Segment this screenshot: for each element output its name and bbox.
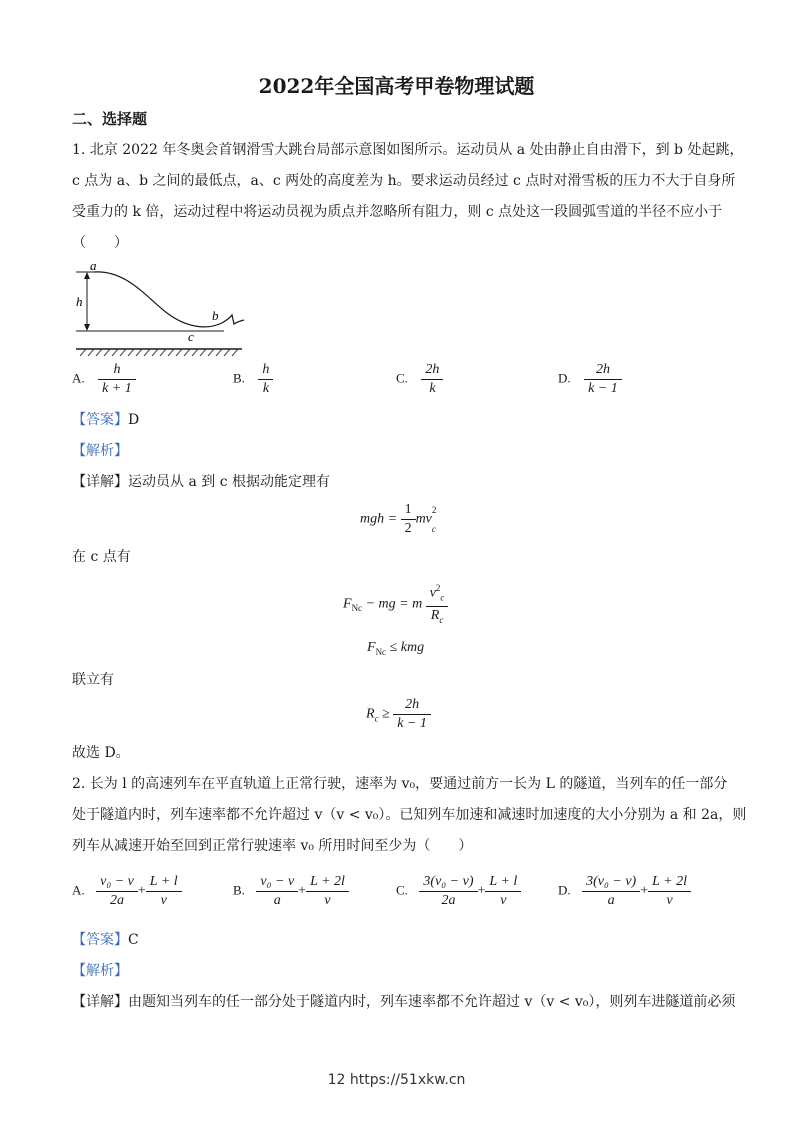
equation-newton: $F_{Nc}$ − mg = m $\frac{v^2_c}{R_c}$ [343,580,448,628]
fraction: $\frac{2h}{k}$ [421,362,443,397]
ground-hatching [80,349,238,356]
q2-text-line2: 处于隧道内时，列车速率都不允许超过 v（v < v₀）。已知列车加速和减速时加速度的大小分别为 a 和 2a，则 [72,807,747,823]
fraction: $\frac{\text{v₀ − v}}{2a}$ [96,874,138,909]
q2-text-line3: 列车从减速开始至回到正常行驶速率 v₀ 所用时间至少为（ ） [72,838,473,854]
q1-analysis-tag: 【解析】 [72,443,128,459]
q1-option-b [233,362,273,397]
fraction: $\frac{L + 2l}{v}$ [306,874,349,909]
detail-text: 运动员从 a 到 c 根据动能定理有 [128,474,330,490]
answer-value: D [128,412,140,428]
page-footer: 12 https://51xkw.cn [327,1072,466,1088]
q1-text-at-c: 在 c 点有 [72,549,131,565]
fraction: $\frac{L + l}{v}$ [146,874,182,909]
ski-slope-curve [94,272,244,327]
fraction: $\frac{h}{k + 1}$ [98,362,136,397]
q2-text-line1: 2. 长为 l 的高速列车在平直轨道上正常行驶，速率为 v₀，要通过前方一长为 L 的隧道，当列车的任一部分 [72,776,728,792]
fraction: $\frac{\text{v₀ − v}}{a}$ [256,874,298,909]
equation-result: $R_c$ ≥ $\frac{2h}{k - 1}$ [366,697,431,732]
q1-option-c [396,362,443,397]
fraction-half: $\frac{1}{2}$ [401,502,416,537]
q1-detail [72,472,330,492]
detail-tag: 【详解】 [72,474,128,490]
fraction: $\frac{\text{3(v₀ − v)}}{2a}$ [419,874,477,909]
answer-value: C [128,932,139,948]
answer-tag: 【答案】 [72,412,128,428]
label-b: b [212,308,219,323]
fraction-centripetal: $\frac{v^2_c}{R_c}$ [426,580,449,628]
q1-conclusion: 故选 D。 [72,745,130,761]
detail-text: 由题知当列车的任一部分处于隧道内时，列车速率都不允许超过 v（v < v₀），则列车进隧道前必须 [128,994,736,1010]
section-heading: 二、选择题 [72,110,148,128]
option-letter: C. [396,370,408,386]
detail-tag: 【详解】 [72,994,128,1010]
equation-energy: mgh = $\frac{1}{2}$ $mv^2$ $_c$ [360,502,437,536]
page-title: 2022年全国高考甲卷物理试题 [258,74,535,98]
fraction: $\frac{2h}{k - 1}$ [584,362,622,397]
option-letter: B. [233,370,245,386]
label-a: a [90,258,97,273]
q1-option-a [72,362,136,397]
q1-option-d [558,362,622,397]
q1-combine: 联立有 [72,672,114,688]
fraction: $\frac{\text{3(v₀ − v)}}{a}$ [582,874,640,909]
fraction: $\frac{L + 2l}{v}$ [648,874,691,909]
q2-option-c: C. $\frac{\text{3(v₀ − v)}}{2a}$ + $\frac{L + l}{v}$ [396,874,521,909]
q1-text-line3: 受重力的 k 倍，运动过程中将运动员视为质点并忽略所有阻力，则 c 点处这一段圆弧雪道的半径不应小于 [72,204,723,220]
q2-option-a: A. $\frac{\text{v₀ − v}}{2a}$ + $\frac{L + l}{v}$ [72,874,182,909]
q2-analysis-tag: 【解析】 [72,963,128,979]
q2-detail [72,992,735,1012]
option-letter: A. [72,370,85,386]
fraction-result: $\frac{2h}{k - 1}$ [393,697,431,732]
equation-constraint: $F_{Nc}$ ≤ kmg [367,640,425,657]
height-arrow-head-up [84,272,90,279]
label-c: c [188,329,194,344]
label-h: h [76,294,83,309]
q1-text-line2: c 点为 a、b 之间的最低点，a、c 两处的高度差为 h。要求运动员经过 c 点时对滑雪板的压力不大于自身所 [72,173,736,189]
q2-answer [72,930,139,950]
ski-jump-figure [72,258,247,358]
height-arrow-head-down [84,324,90,331]
fraction: $\frac{L + l}{v}$ [485,874,521,909]
answer-tag: 【答案】 [72,932,128,948]
q2-option-b: B. $\frac{\text{v₀ − v}}{a}$ + $\frac{L + 2l}{v}$ [233,874,349,909]
option-letter: D. [558,370,571,386]
q1-answer [72,410,139,430]
q2-option-d: D. $\frac{\text{3(v₀ − v)}}{a}$ + $\frac{L + 2l}{v}$ [558,874,691,909]
q1-text-line1: 1. 北京 2022 年冬奥会首钢滑雪大跳台局部示意图如图所示。运动员从 a 处由静止自由滑下，到 b 处起跳， [72,142,744,158]
fraction: $\frac{h}{k}$ [258,362,273,397]
q1-paren: （ ） [72,235,128,251]
